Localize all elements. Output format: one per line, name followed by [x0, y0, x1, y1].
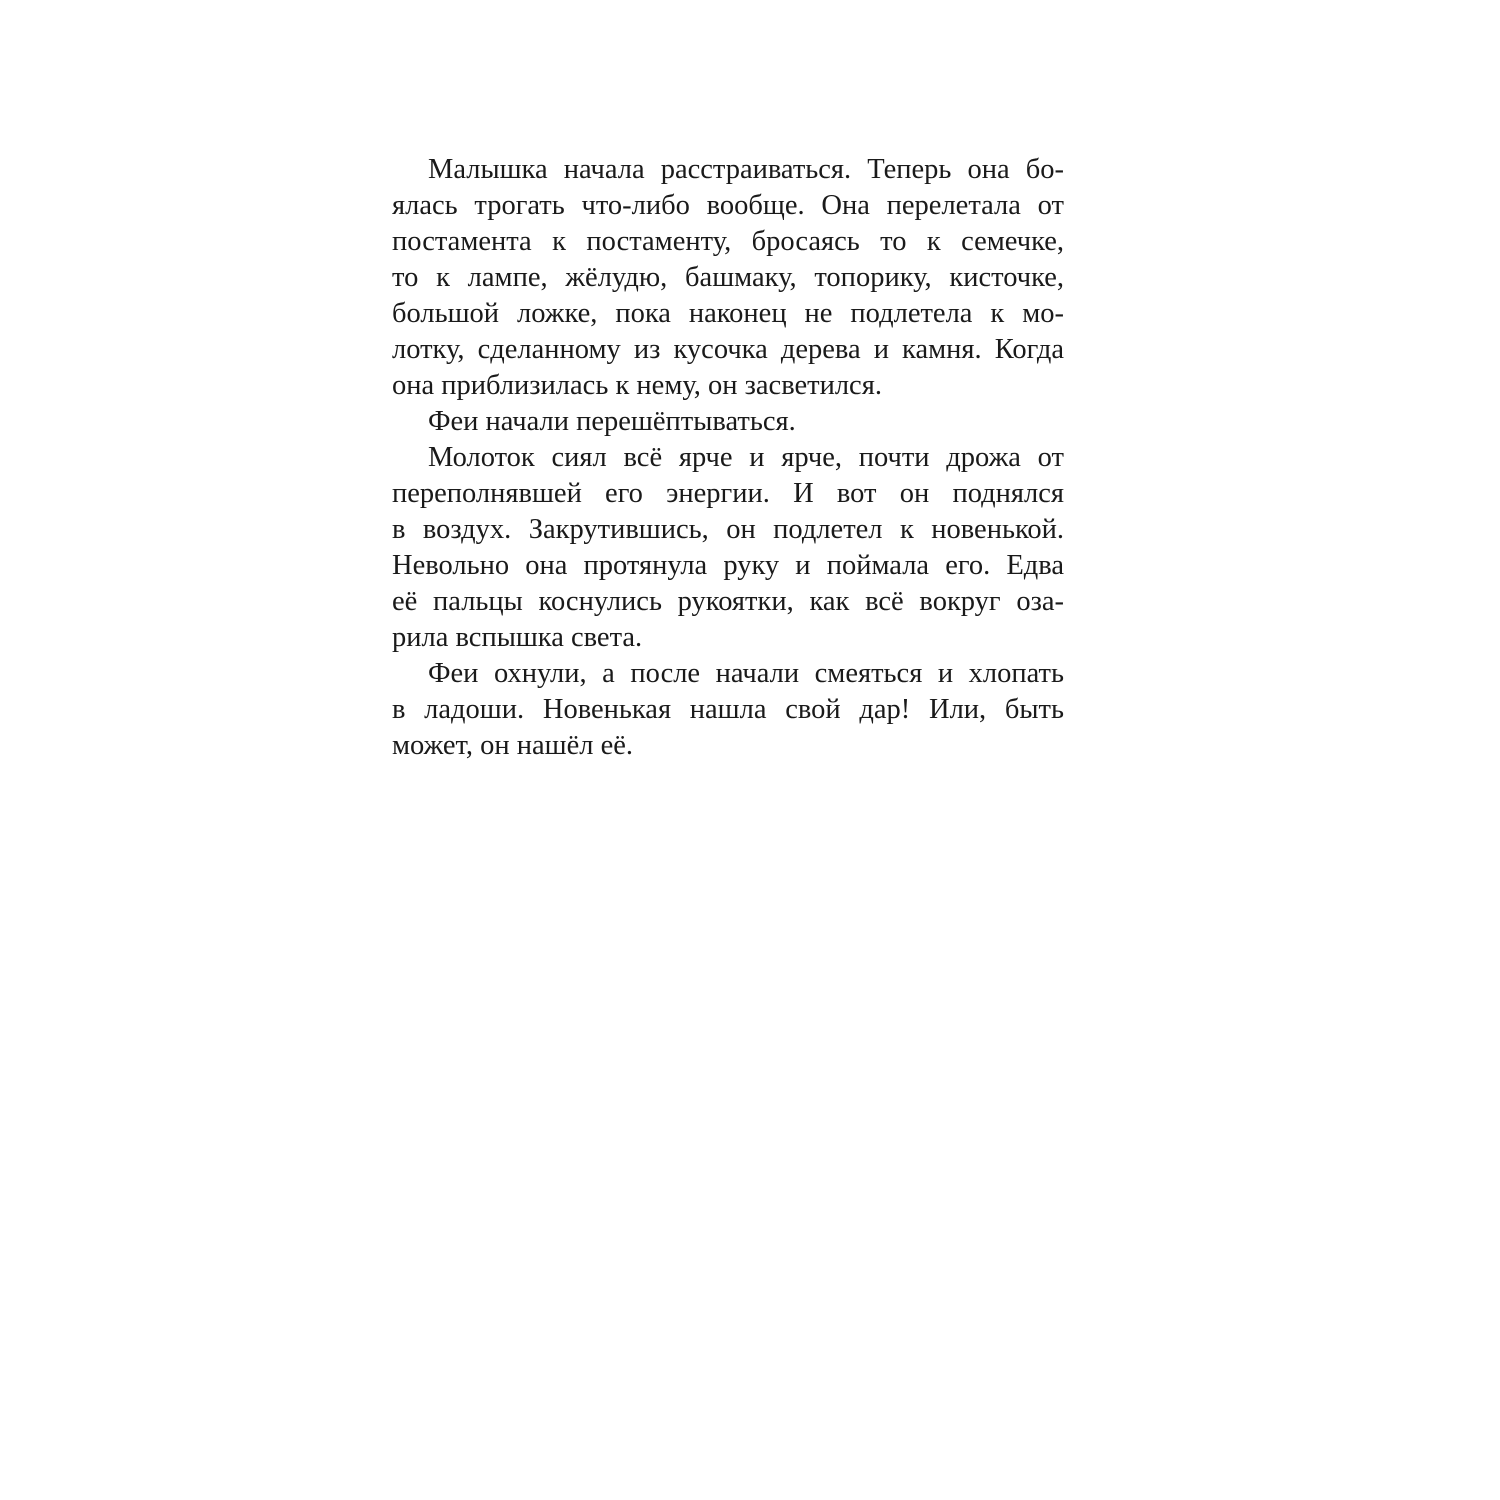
paragraph-4-line-3: может, он нашёл её. — [392, 730, 633, 761]
paragraph-3-line-1: Молоток сиял всё ярче и ярче, почти дрожа от — [428, 442, 1064, 473]
paragraph-1-line-4: то к лампе, жёлудю, башмаку, топорику, кисточке, — [392, 262, 1064, 293]
paragraph-1-line-1: Малышка начала расстраиваться. Теперь она бо- — [428, 154, 1064, 185]
paragraph-3-line-6: рила вспышка света. — [392, 622, 643, 653]
paragraph-1-line-5: большой ложке, пока наконец не подлетела к мо- — [392, 298, 1064, 329]
paragraph-3-line-2: переполнявшей его энергии. И вот он поднялся — [392, 478, 1064, 509]
paragraph-2-line-1: Феи начали перешёптываться. — [428, 406, 796, 437]
paragraph-4-line-1: Феи охнули, а после начали смеяться и хлопать — [428, 658, 1064, 689]
paragraph-1-line-3: постамента к постаменту, бросаясь то к семечке, — [392, 226, 1064, 257]
paragraph-1-line-6: лотку, сделанному из кусочка дерева и камня. Когда — [392, 334, 1064, 365]
paragraph-1-line-2: ялась трогать что-либо вообще. Она перелетала от — [392, 190, 1064, 221]
paragraph-3-line-3: в воздух. Закрутившись, он подлетел к новенькой. — [392, 514, 1064, 545]
paragraph-1-line-7: она приблизилась к нему, он засветился. — [392, 370, 882, 401]
paragraph-3-line-5: её пальцы коснулись рукоятки, как всё вокруг оза- — [392, 586, 1064, 617]
paragraph-3-line-4: Невольно она протянула руку и поймала его. Едва — [392, 550, 1064, 581]
paragraph-4-line-2: в ладоши. Новенькая нашла свой дар! Или, быть — [392, 694, 1064, 725]
body-text — [392, 152, 1064, 764]
